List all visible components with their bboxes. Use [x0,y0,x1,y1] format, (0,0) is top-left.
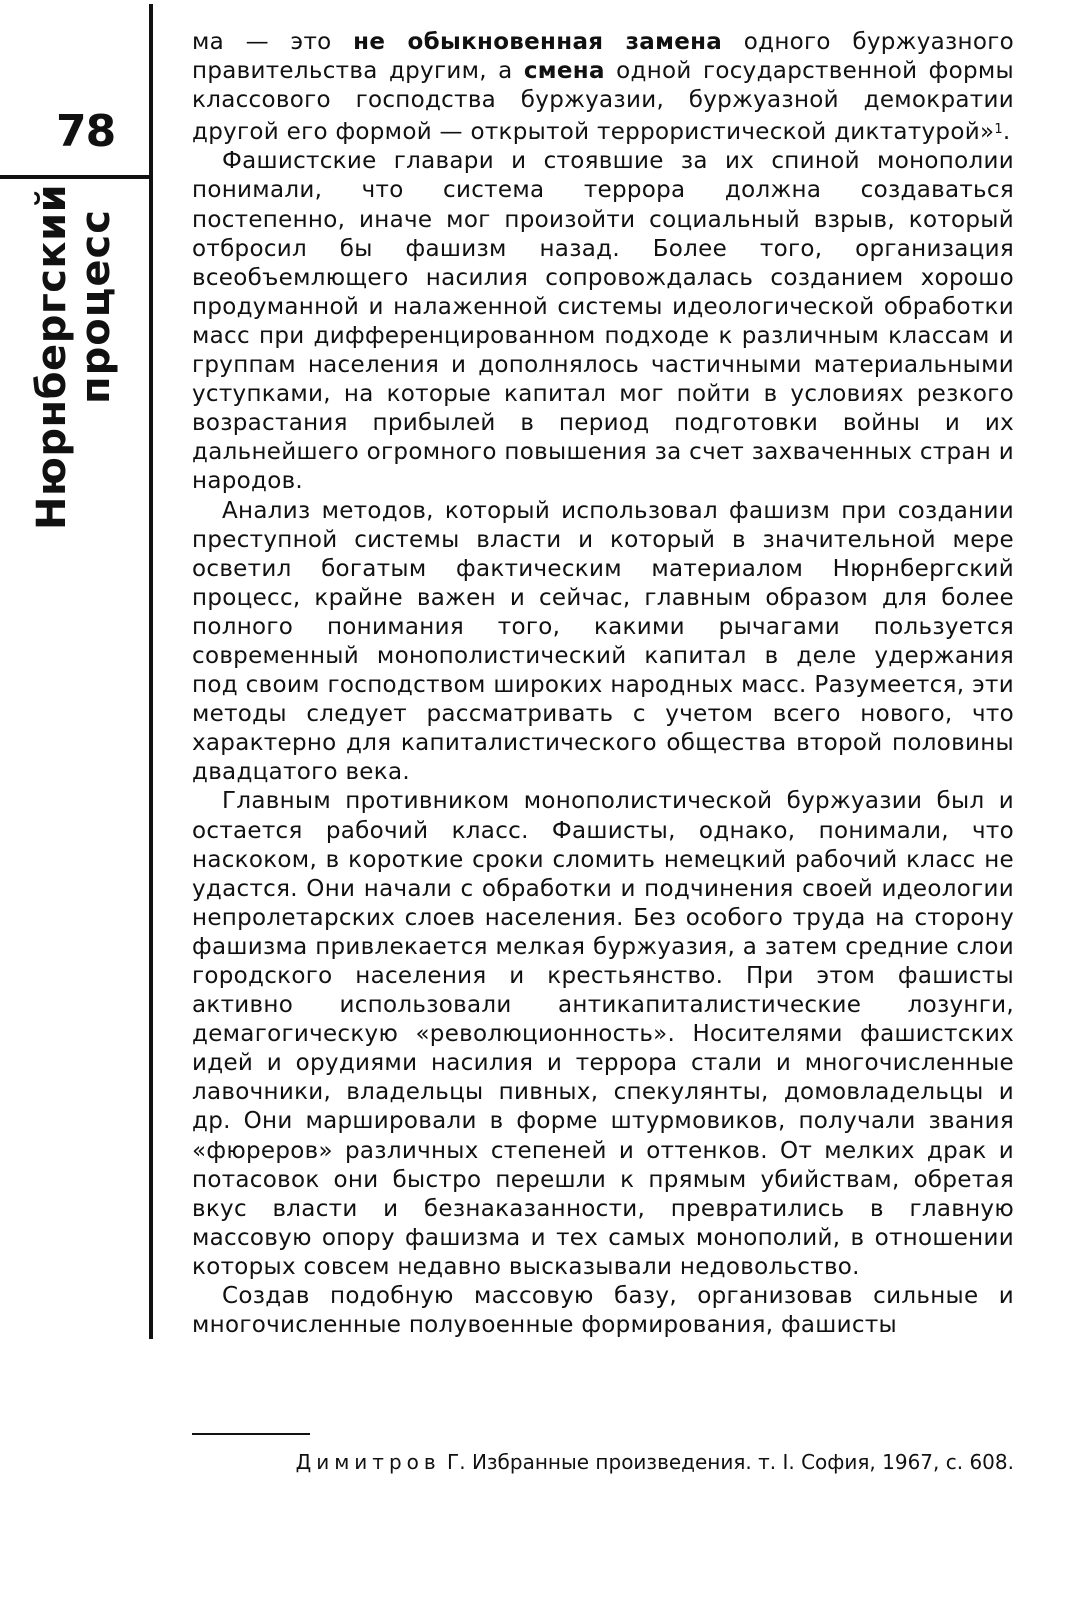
footnote-reference: 1 [994,122,1003,138]
paragraph-5: Создав подобную массовую базу, организовав сильные и многочисленные полувоенные формирования, фашисты [192,1283,1014,1339]
body-text [192,28,1014,1340]
p1-bold-1: не обыкновенная замена [353,29,723,55]
p1-bold-2: смена [523,58,605,85]
footnote [192,1448,1014,1476]
running-head [29,183,119,530]
running-head-line-1: Нюрнбергский [29,183,75,530]
p1-text-2: одного буржуазного правительства другим, а [192,29,1014,85]
p1-text-4: . [1002,119,1011,146]
paragraph-1 [192,28,1014,147]
p1-text-3: одной государственной формы классового господства буржуазии, буржуазной демократии другой его формой — открытой террористической диктатурой» [192,58,1014,146]
running-head-line-2: процесс [73,209,119,404]
paragraph-2: Фашистские главари и стоявшие за их спиной монополии понимали, что система террора должна создаваться постепенно, иначе мог произойти социальный взрыв, который отбросил бы фашизм назад. Более того, организация всеобъемлющего насилия сопровождалась созданием хорошо продуманной и налаженной системы идеологической обработки масс при дифференцированном подходе к различным классам и группам населения и дополнялось частичными материальными уступками, на которые капитал мог пойти в условиях резкого возрастания прибылей в период подготовки войны и их дальнейшего огромного повышения за счет захваченных стран и народов. [192,148,1014,495]
margin-vertical-rule [149,4,153,1339]
p1-text-1: ма — это [192,29,354,55]
page-number: 78 [56,106,116,157]
footnote-text: Г. Избранные произведения. т. I. София, 1967, с. 608. [440,1450,1014,1474]
footnote-rule [192,1433,310,1435]
footnote-author: Димитров [295,1450,441,1474]
paragraph-3: Анализ методов, который использовал фашизм при создании преступной системы власти и который в значительной мере осветил богатым фактическим материалом Нюрнбергский процесс, крайне важен и сейчас, главным образом для более полного понимания того, какими рычагами пользуется современный монополистический капитал в деле удержания под своим господством широких народных масс. Разумеется, эти методы следует рассматривать с учетом всего нового, что характерно для капиталистического общества второй половины двадцатого века. [192,497,1014,786]
paragraph-4: Главным противником монополистической буржуазии был и остается рабочий класс. Фашисты, однако, понимали, что наскоком, в короткие сроки сломить немецкий рабочий класс не удастся. Они начали с обработки и подчинения своей идеологии непролетарских слоев населения. Без особого труда на сторону фашизма привлекается мелкая буржуазия, а затем средние слои городского населения и крестьянство. При этом фашисты активно использовали антикапиталистические лозунги, демагогическую «революционность». Носителями фашистских идей и орудиями насилия и террора стали и многочисленные лавочники, владельцы пивных, спекулянты, домовладельцы и др. Они маршировали в форме штурмовиков, получали звания «фюреров» различных степеней и оттенков. От мелких драк и потасовок они быстро перешли к прямым убийствам, обретая вкус власти и безнаказанности, превратились в главную массовую опору фашизма и тех самых монополий, в отношении которых совсем недавно высказывали недовольство. [192,788,1014,1280]
page-number-rule [0,175,149,179]
